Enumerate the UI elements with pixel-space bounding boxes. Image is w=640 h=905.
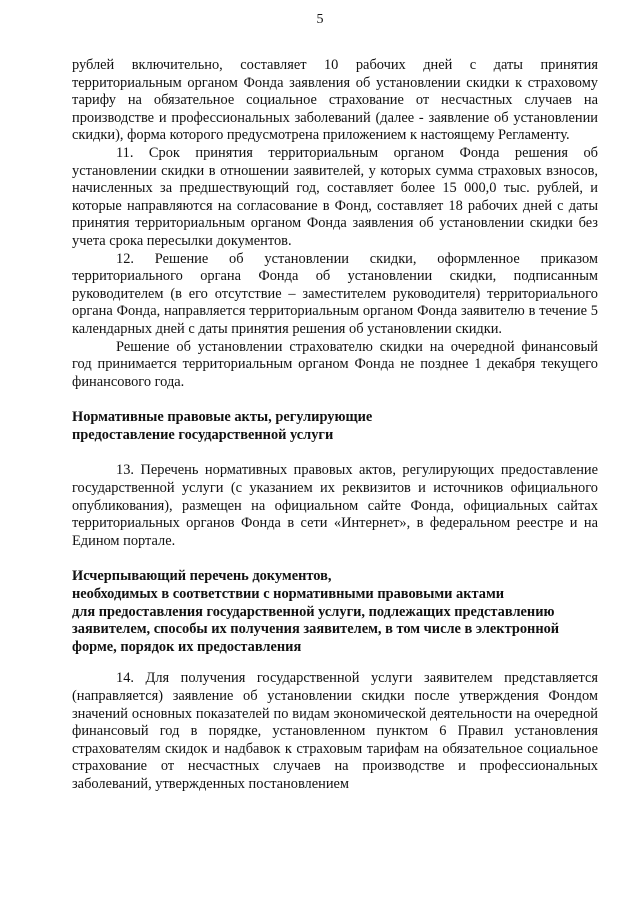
section-heading-legal-acts (72, 409, 598, 444)
paragraph-14: 14. Для получения государственной услуги заявителем представляется (направляется) заявление об установлении скидки после утверждения Фондом значений основных показателей по видам экономической деятельности на очередной финансовый год в порядке, установленном пунктом 6 Правил установления страхователям скидок и надбавок к страховым тарифам на обязательное социальное страхование от несчастных случаев на производстве и профессиональных заболеваний, утвержденных постановлением (72, 670, 598, 792)
page-number: 5 (316, 12, 324, 27)
heading-line: форме, порядок их предоставления (72, 638, 302, 655)
document-body (72, 57, 598, 794)
spacer (72, 550, 598, 568)
heading-line: для предоставления государственной услуги, подлежащих представлению (72, 603, 555, 620)
paragraph-11: 11. Срок принятия территориальным органом Фонда решения об установлении скидки в отношении заявителей, у которых сумма страховых взносов, начисленных за предшествующий год, составляет более 15 000,0 тыс. рублей, и которые направляются на согласование в Фонд, составляет 18 рабочих дней с даты принятия территориальным органом Фонда заявления об установлении скидки без учета срока пересылки документов. (72, 144, 598, 249)
paragraph-12-note: Решение об установлении страхователю скидки на очередной финансовый год принимается территориальным органом Фонда не позднее 1 декабря текущего финансового года. (72, 338, 598, 390)
spacer (72, 444, 598, 462)
spacer (72, 391, 598, 409)
heading-line: Нормативные правовые акты, регулирующие (72, 409, 373, 426)
heading-line: заявителем, способы их получения заявителем, в том числе в электронной (72, 621, 560, 638)
paragraph-continuation: рублей включительно, составляет 10 рабочих дней с даты принятия территориальным органом Фонда заявления об установлении скидки к страховому тарифу на обязательное социальное страхование от несчастных случаев на производстве и профессиональных заболеваний (далее - заявление об установлении скидки), форма которого предусмотрена приложением к настоящему Регламенту. (72, 57, 598, 144)
heading-line: предоставление государственной услуги (72, 426, 334, 443)
heading-line: Исчерпывающий перечень документов, (72, 568, 332, 585)
section-heading-documents (72, 568, 598, 656)
paragraph-12: 12. Решение об установлении скидки, оформленное приказом территориального органа Фонда об установлении скидки, подписанным руководителем (в его отсутствие – заместителем руководителя) территориального органа Фонда, направляется территориальным органом Фонда заявителю в течение 5 календарных дней с даты принятия решения об установлении скидки. (72, 250, 598, 337)
paragraph-13: 13. Перечень нормативных правовых актов, регулирующих предоставление государственной услуги (с указанием их реквизитов и источников официального опубликования), размещен на официальном сайте Фонда, официальных сайтах территориальных органов Фонда в сети «Интернет», в федеральном реестре и на Едином портале. (72, 462, 598, 549)
heading-line: необходимых в соответствии с нормативными правовыми актами (72, 586, 505, 603)
spacer (72, 656, 598, 670)
